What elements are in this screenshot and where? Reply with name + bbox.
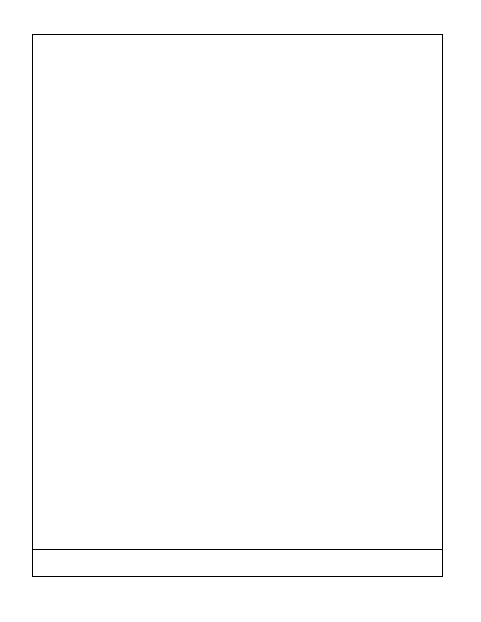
charge-separator: [33, 549, 442, 550]
service-form: [32, 34, 443, 577]
frequency-column-headers: [33, 35, 444, 87]
